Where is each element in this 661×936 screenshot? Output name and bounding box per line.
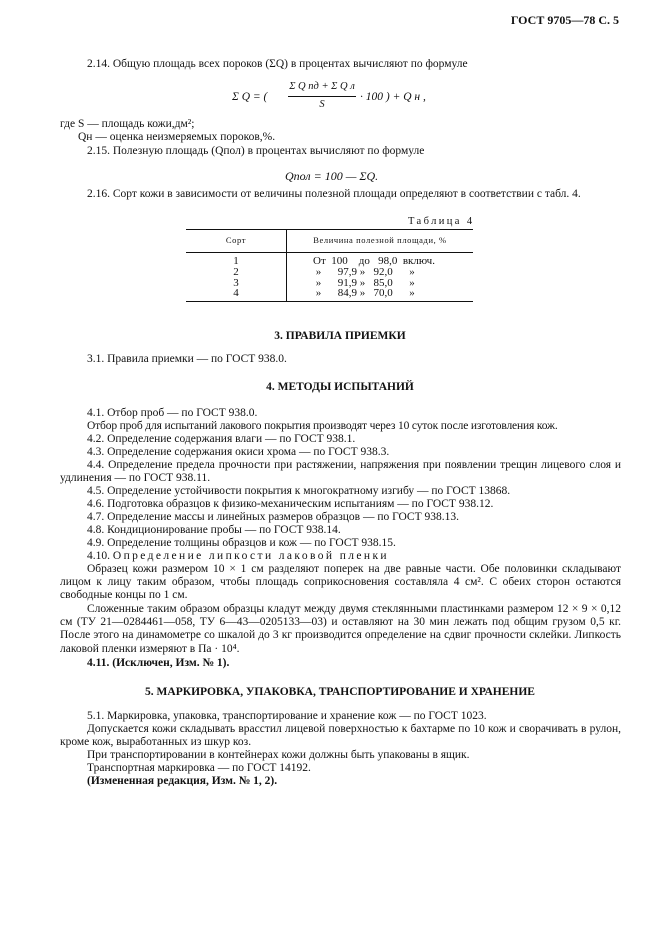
table-cell-value: » 97,9 » 92,0 » [313,265,415,278]
formula-useful-area: Qпол = 100 — ΣQ. [285,169,379,183]
formula1-left: Σ Q = ( [232,91,268,103]
paragraph-5-1-b: Допускается кожи складывать врасстил лицевой поверхностью к бахтарме по 10 кож и сворачивать в рулон, кроме кож, выработанных из шкур коз. [60,723,621,749]
table-4 [186,229,473,302]
paragraph-5-1: 5.1. Маркировка, упаковка, транспортирование и хранение кож — по ГОСТ 1023. [87,710,487,722]
paragraph-4-4: 4.4. Определение предела прочности при растяжении, напряжения при появлении трещин лицевого слоя и удлинения — по ГОСТ 938.11. [60,459,621,485]
table-cell-value: » 91,9 » 85,0 » [313,276,415,289]
formula1-denominator: S [319,99,325,110]
table-cell-sort: 4 [186,288,287,301]
table-cell-sort: 2 [186,267,287,278]
page-header: ГОСТ 9705—78 С. 5 [510,13,619,27]
table-row [186,267,473,278]
table-cell-sort: 1 [186,253,287,267]
section-3-title: 3. ПРАВИЛА ПРИЕМКИ [274,330,406,342]
paragraph-4-9: 4.9. Определение толщины образцов и кож — по ГОСТ 938.15. [87,537,396,549]
paragraph-4-10-number: 4.10. [87,550,110,562]
formula1-right: · 100 ) + Q н , [360,91,426,103]
table-row [186,253,473,267]
where-q-definition: Qн — оценка неизмеряемых пороков,%. [78,131,276,143]
paragraph-4-8: 4.8. Кондиционирование пробы — по ГОСТ 938.14. [87,524,341,536]
paragraph-3-1: 3.1. Правила приемки — по ГОСТ 938.0. [87,353,287,365]
paragraph-4-1-note: Отбор проб для испытаний лакового покрытия производят через 10 суток после изготовления кож. [87,420,558,432]
paragraph-4-1: 4.1. Отбор проб — по ГОСТ 938.0. [87,407,258,419]
paragraph-4-2: 4.2. Определение содержания влаги — по ГОСТ 938.1. [87,433,356,445]
table-row [186,288,473,301]
paragraph-4-11: 4.11. (Исключен, Изм. № 1). [87,657,230,669]
paragraph-4-3: 4.3. Определение содержания окиси хрома — по ГОСТ 938.3. [87,446,390,458]
paragraph-4-10-b: Сложенные таким образом образцы кладут между двумя стеклянными пластинками размером 12 × 9 × 0,12 см (ТУ 21—0284461—058, ТУ 6—43—0205133—03) и оставляют на 30 мин лежать под общим грузом 0,5 кг. После этого на динамометре со шкалой до 3 кг производится определение на сдвиг прочности склейки. Липкость лаковой пленки измеряют в Па · 10⁴. [60,603,621,655]
paragraph-5-1-e: (Измененная редакция, Изм. № 1, 2). [87,775,278,787]
table-header-sort: Сорт [186,230,287,253]
formula1-numerator: Σ Q пд + Σ Q л [289,81,355,92]
section-5-title: 5. МАРКИРОВКА, УПАКОВКА, ТРАНСПОРТИРОВАНИЕ И ХРАНЕНИЕ [145,686,535,698]
where-s-definition: где S — площадь кожи,дм²; [60,118,195,130]
paragraph-4-10-a: Образец кожи размером 10 × 1 см разделяют поперек на две равные части. Обе половинки складывают лицом к лицу таким образом, чтобы площадь соприкосновения составляла 4 см². С обеих сторон остаются свободные концы по 1 см. [60,563,621,602]
paragraph-5-1-d: Транспортная маркировка — по ГОСТ 14192. [87,762,311,774]
paragraph-4-10-heading [87,550,389,563]
paragraph-2-14: 2.14. Общую площадь всех пороков (ΣQ) в процентах вычисляют по формуле [87,58,468,70]
table-cell-sort: 3 [186,278,287,289]
table-header-value: Величина полезной площади, % [287,230,474,253]
paragraph-5-1-c: При транспортировании в контейнерах кожи должны быть упакованы в ящик. [87,749,470,761]
paragraph-4-5: 4.5. Определение устойчивости покрытия к многократному изгибу — по ГОСТ 13868. [87,485,511,497]
table-cell-value: От 100 до 98,0 включ. [313,255,435,267]
paragraph-4-7: 4.7. Определение массы и линейных размеров образцов — по ГОСТ 938.13. [87,511,459,523]
paragraph-2-15: 2.15. Полезную площадь (Qпол) в процентах вычисляют по формуле [87,145,425,157]
paragraph-4-10-title: Определение липкости лаковой пленки [112,550,389,562]
paragraph-4-6: 4.6. Подготовка образцов к физико-механическим испытаниям — по ГОСТ 938.12. [87,498,494,510]
table-caption: Таблица 4 [408,216,475,227]
table-cell-value: » 84,9 » 70,0 » [287,288,474,301]
paragraph-2-16: 2.16. Сорт кожи в зависимости от величины полезной площади определяют в соответствии с табл. 4. [87,188,581,200]
section-4-title: 4. МЕТОДЫ ИСПЫТАНИЙ [266,381,414,393]
formula1-fraction-line [288,96,356,97]
